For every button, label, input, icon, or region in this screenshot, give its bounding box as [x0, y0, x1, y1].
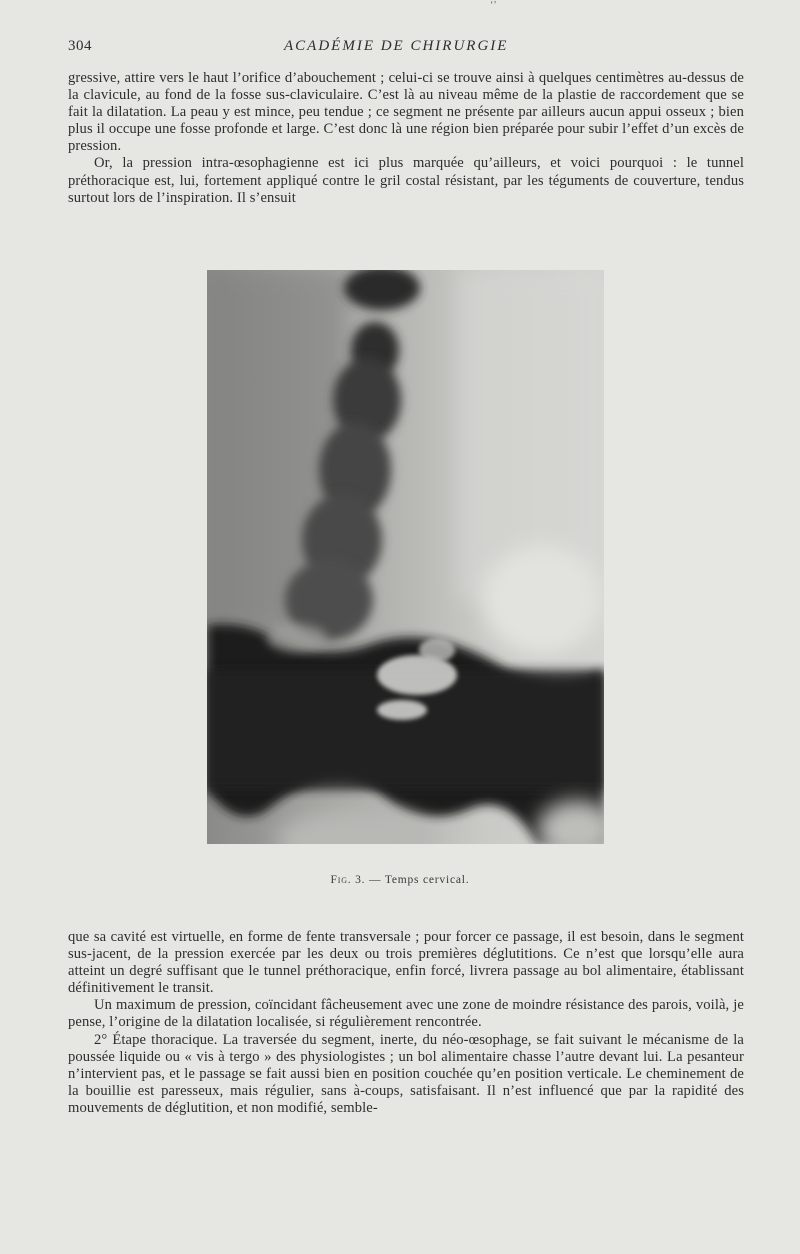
bottom-text-block: [68, 929, 744, 1117]
radiograph-figure: [207, 270, 604, 844]
page-header: [68, 38, 740, 60]
page-number: 304: [68, 38, 92, 54]
paragraph: Un maximum de pression, coïncidant fâcheusement avec une zone de moindre résistance des parois, voilà, je pense, l’origine de la dilatation localisée, si régulièrement rencontrée.: [68, 997, 744, 1031]
page-mark: ‘’: [490, 0, 497, 11]
top-text-block: [68, 70, 744, 207]
paragraph: que sa cavité est virtuelle, en forme de fente transversale ; pour forcer ce passage, il est besoin, dans le segment sus-jacent, de la pression exercée par les deux ou trois premières déglutitions. Ce n’est que lorsqu’elle aura atteint un degré suffisant que le tunnel préthoracique, enfin forcé, livrera passage au bol alimentaire, établissant définitivement le transit.: [68, 929, 744, 997]
paragraph: gressive, attire vers le haut l’orifice d’abouchement ; celui-ci se trouve ainsi à quelques centimètres au-dessus de la clavicule, au fond de la fosse sus-claviculaire. C’est là au niveau même de la plastie de raccordement que se fait la dilatation. La peau y est mince, peu tendue ; ce segment ne présente par ailleurs aucun appui osseux ; bien plus il occupe une fosse profonde et large. C’est donc là une région bien préparée pour subir l’effet d’un excès de pression.: [68, 70, 744, 155]
caption-text: Temps cervical.: [384, 874, 470, 886]
paragraph: Or, la pression intra-œsophagienne est ici plus marquée qu’ailleurs, et voici pourquoi : le tunnel préthoracique est, lui, fortement appliqué contre le gril costal résistant, par les téguments de couverture, tendus surtout lors de l’inspiration. Il s’ensuit: [68, 155, 744, 206]
running-title: ACADÉMIE DE CHIRURGIE: [284, 38, 509, 54]
radiograph-image: [207, 270, 604, 844]
figure-caption: [0, 874, 800, 886]
paragraph: 2° Étape thoracique. La traversée du segment, inerte, du néo-œsophage, se fait suivant le mécanisme de la poussée liquide ou « vis à tergo » des physiologistes ; un bol alimentaire chasse l’autre devant lui. La pesanteur n’intervient pas, et le passage se fait aussi bien en position couchée qu’en position verticale. Le cheminement de la bouillie est paresseux, mais régulier, sans à-coups, satisfaisant. Il n’est influencé que par la rapidité des mouvements de déglutition, et non modifié, semble-: [68, 1031, 744, 1116]
figure-label: Fig. 3.: [330, 874, 366, 886]
caption-dash: —: [369, 874, 382, 886]
